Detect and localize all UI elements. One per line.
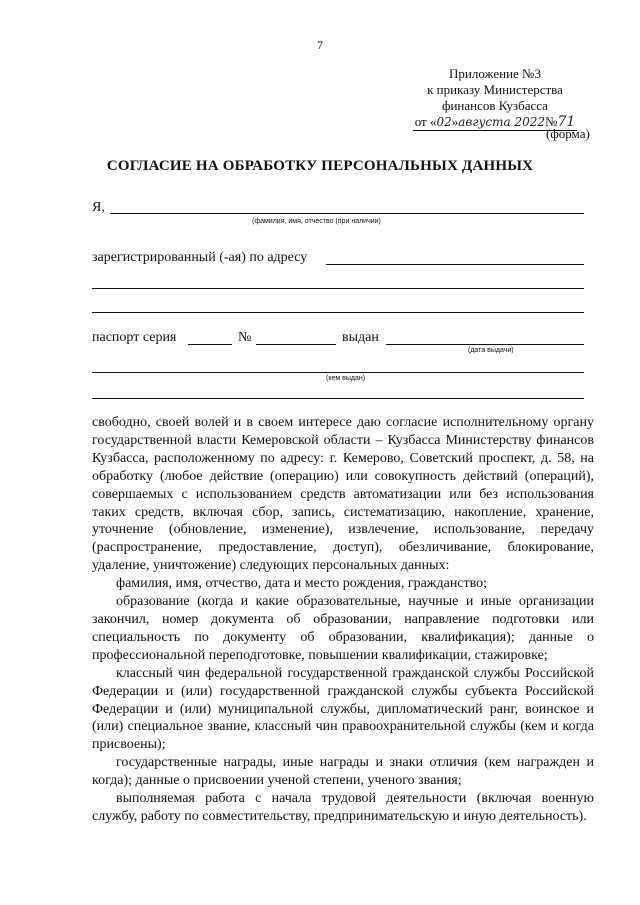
appendix-line-1: Приложение №3 — [449, 66, 541, 81]
passport-series-field[interactable] — [188, 344, 232, 345]
form-label: (форма) — [546, 126, 590, 141]
passport-series-label: паспорт серия — [92, 330, 177, 345]
document-title: СОГЛАСИЕ НА ОБРАБОТКУ ПЕРСОНАЛЬНЫХ ДАННЫХ — [106, 158, 534, 174]
issued-by-field-2[interactable] — [92, 398, 584, 399]
issued-label: выдан — [342, 330, 379, 345]
address-label: зарегистрированный (-ая) по адресу — [92, 250, 308, 265]
passport-number-label: № — [238, 330, 252, 345]
paragraph-work: выполняемая работа с начала трудовой деятельности (включая военную службу, работу по совместительству, предпринимательскую и иную деятельность). — [92, 791, 594, 824]
paragraph-education: образование (когда и какие образовательные, научные и иные организации закончил, номер документа об образовании, направление подготовки или специальность по документу об образовании, квалификация); данные о профессиональной переподготовке, повышении квалификации, стажировке; — [92, 594, 594, 663]
paragraph-class-rank: классный чин федеральной государственной гражданской службы Российской Федерации и (или) государственной гражданской службы субъекта Российской Федерации и (или) муниципальной службы, дипломатический ранг, воинское и (или) специальное звание, классный чин правоохранительной службы (кем и когда присвоены); — [92, 665, 594, 753]
address-field-3[interactable] — [92, 312, 584, 313]
consent-text — [92, 414, 594, 826]
address-field-1[interactable] — [326, 264, 584, 265]
fio-field[interactable] — [110, 213, 584, 214]
issued-date-field[interactable] — [386, 344, 584, 345]
passport-number-field[interactable] — [256, 344, 336, 345]
order-number-label: № — [545, 114, 558, 129]
date-month-year: августа 2022 — [458, 115, 546, 129]
paragraph-awards: государственные награды, иные награды и знаки отличия (кем награжден и когда); данные о присвоении ученой степени, ученого звания; — [92, 755, 594, 789]
date-mid: » — [451, 114, 459, 129]
date-day: 02 — [436, 115, 452, 129]
appendix-line-2: к приказу Министерства — [427, 82, 563, 97]
paragraph-fio: фамилия, имя, отчество, дата и место рождения, гражданство; — [116, 576, 488, 592]
address-field-2[interactable] — [92, 288, 584, 289]
ya-label: Я, — [92, 200, 105, 215]
appendix-header — [400, 66, 590, 131]
page-number: 7 — [317, 38, 323, 52]
issued-by-field[interactable] — [92, 372, 584, 373]
date-issued-hint: (дата выдачи) — [468, 347, 514, 354]
paragraph-intro: свободно, своей волей и в своем интересе даю согласие исполнительному органу государственной власти Кемеровской области – Кузбасса Министерству финансов Кузбасса, расположенному по адресу: г. Кемерово, Советский проспект, д. 58, на обработку (любое действие (операцию) или совокупность действий (операций), совершаемых с использованием средств автоматизации или без использования таких средств, включая сбор, запись, систематизацию, накопление, хранение, уточнение (обновление, изменение), извлечение, использование, передачу (распространение, предоставление, доступ), обезличивание, блокирование, удаление, уничтожение) следующих персональных данных: — [92, 415, 594, 574]
issued-by-hint: (кем выдан) — [326, 375, 366, 382]
date-prefix: от « — [414, 114, 437, 129]
order-number-value: 71 — [557, 114, 576, 130]
appendix-line-3: финансов Кузбасса — [442, 98, 548, 113]
fio-hint: (фамилия, имя, отчество (при наличии) — [252, 218, 381, 225]
